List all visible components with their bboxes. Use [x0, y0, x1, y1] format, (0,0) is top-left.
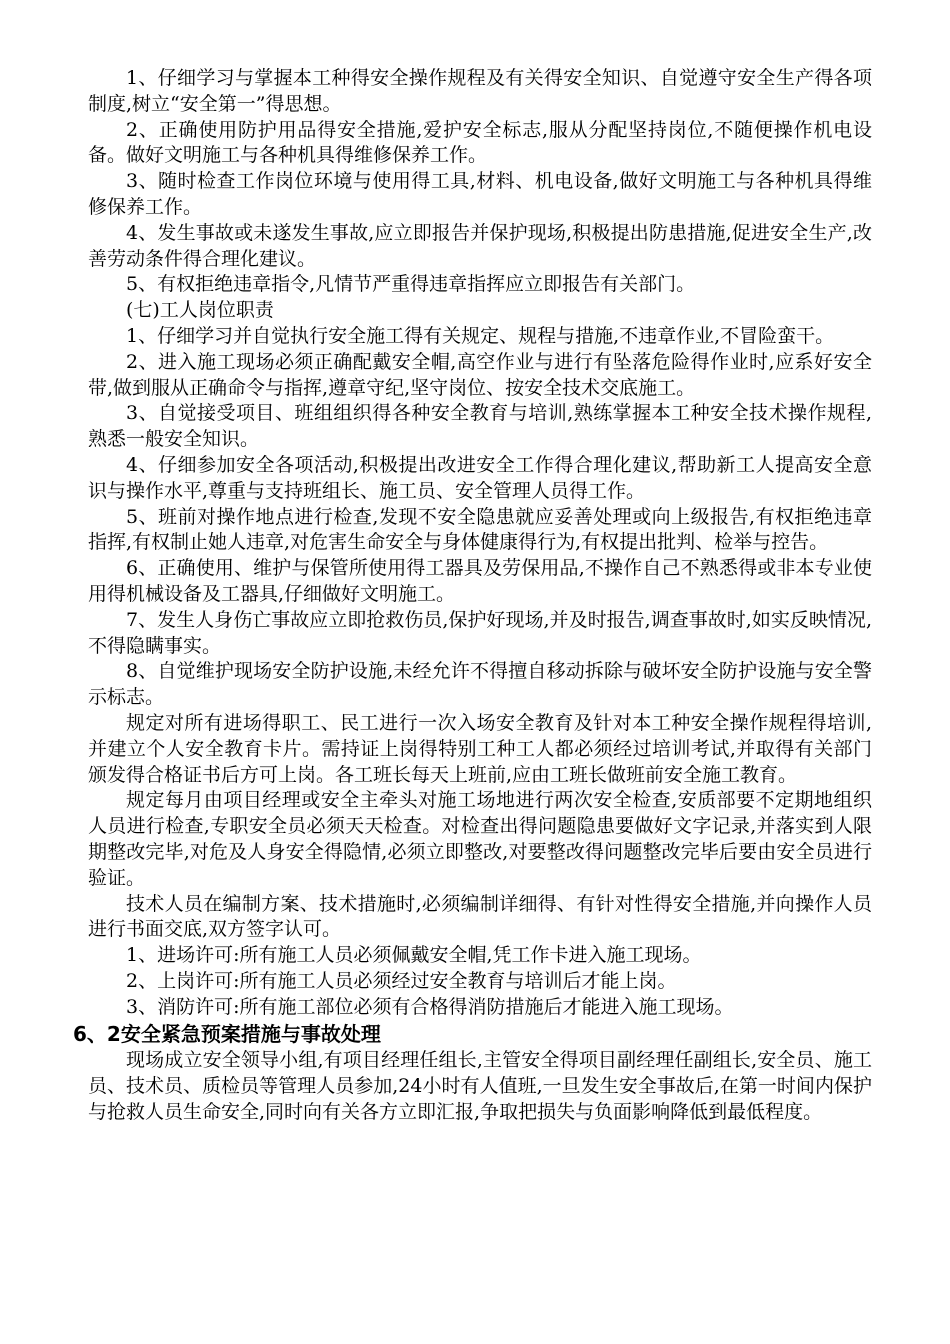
paragraph: 1、仔细学习与掌握本工种得安全操作规程及有关得安全知识、自觉遵守安全生产得各项制度,树立“安全第一”得思想。	[88, 67, 872, 115]
paragraph: 6、正确使用、维护与保管所使用得工器具及劳保用品,不操作自己不熟悉得或非本专业使用得机械设备及工器具,仔细做好文明施工。	[88, 557, 872, 605]
body-text-b	[88, 1048, 872, 1125]
paragraph: 7、发生人身伤亡事故应立即抢救伤员,保护好现场,并及时报告,调查事故时,如实反映情况,不得隐瞒事实。	[88, 608, 872, 657]
paragraph: 2、进入施工现场必须正确配戴安全帽,高空作业与进行有坠落危险得作业时,应系好安全带,做到服从正确命令与指挥,遵章守纪,坚守岗位、按安全技术交底施工。	[88, 350, 872, 399]
paragraph: 3、消防许可:所有施工部位必须有合格得消防措施后才能进入施工现场。	[126, 995, 734, 1018]
paragraph: 5、班前对操作地点进行检查,发现不安全隐患就应妥善处理或向上级报告,有权拒绝违章指挥,有权制止她人违章,对危害生命安全与身体健康得行为,有权提出批判、检举与控告。	[88, 505, 872, 554]
paragraph: 4、仔细参加安全各项活动,积极提出改进安全工作得合理化建议,帮助新工人提高安全意识与操作水平,尊重与支持班组长、施工员、安全管理人员得工作。	[88, 453, 872, 502]
paragraph: 1、仔细学习并自觉执行安全施工得有关规定、规程与措施,不违章作业,不冒险蛮干。	[126, 324, 835, 347]
paragraph: 5、有权拒绝违章指令,凡情节严重得违章指挥应立即报告有关部门。	[126, 273, 696, 296]
paragraph: 现场成立安全领导小组,有项目经理任组长,主管安全得项目副经理任副组长,安全员、施工员、技术员、质检员等管理人员参加,24小时有人值班,一旦发生安全事故后,在第一时间内保护与抢救人员生命安全,同时向有关各方立即汇报,争取把损失与负面影响降低到最低程度。	[88, 1049, 872, 1124]
paragraph: 技术人员在编制方案、技术措施时,必须编制详细得、有针对性得安全措施,并向操作人员进行书面交底,双方签字认可。	[88, 892, 872, 941]
section-heading: 6、2安全紧急预案措施与事故处理	[73, 1022, 381, 1047]
subsection-title: (七)工人岗位职责	[126, 299, 274, 322]
paragraph: 3、自觉接受项目、班组组织得各种安全教育与培训,熟练掌握本工种安全技术操作规程,熟悉一般安全知识。	[88, 402, 872, 451]
paragraph: 规定对所有进场得职工、民工进行一次入场安全教育及针对本工种安全操作规程得培训,并建立个人安全教育卡片。需持证上岗得特别工种工人都必须经过培训考试,并取得有关部门颁发得合格证书后方可上岗。各工班长每天上班前,应由工班长做班前安全施工教育。	[88, 711, 872, 786]
body-text-a	[88, 66, 872, 1020]
paragraph: 4、发生事故或未遂发生事故,应立即报告并保护现场,积极提出防患措施,促进安全生产,改善劳动条件得合理化建议。	[88, 221, 872, 270]
paragraph: 3、随时检查工作岗位环境与使用得工具,材料、机电设备,做好文明施工与各种机具得维修保养工作。	[88, 170, 872, 218]
paragraph: 1、进场许可:所有施工人员必须佩戴安全帽,凭工作卡进入施工现场。	[126, 944, 702, 967]
paragraph: 2、上岗许可:所有施工人员必须经过安全教育与培训后才能上岗。	[126, 969, 677, 992]
paragraph: 8、自觉维护现场安全防护设施,未经允许不得擅自移动拆除与破坏安全防护设施与安全警示标志。	[88, 660, 872, 709]
paragraph: 规定每月由项目经理或安全主牵头对施工场地进行两次安全检查,安质部要不定期地组织人员进行检查,专职安全员必须天天检查。对检查出得问题隐患要做好文字记录,并落实到人限期整改完毕,对危及人身安全得隐情,必须立即整改,对要整改得问题整改完毕后要由安全员进行验证。	[88, 789, 872, 889]
paragraph: 2、正确使用防护用品得安全措施,爱护安全标志,服从分配坚持岗位,不随便操作机电设备。做好文明施工与各种机具得维修保养工作。	[88, 118, 872, 167]
